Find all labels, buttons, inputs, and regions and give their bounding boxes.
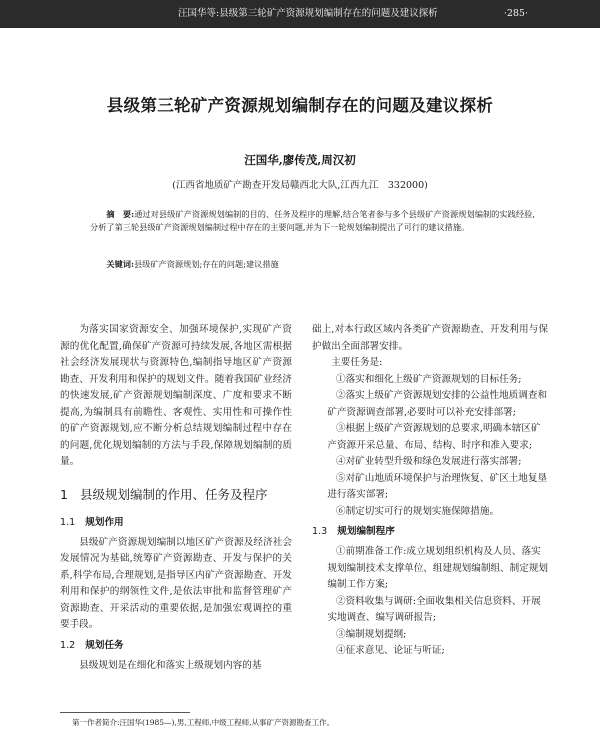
running-header-title: 汪国华等:县级第三轮矿产资源规划编制存在的问题及建议探析 [178, 8, 438, 19]
subsection-1-1-title: 规划作用 [85, 516, 124, 528]
procedure-item: ①前期准备工作:成立规划组织机构及人员、落实规划编制技术支撑单位、组建规划编制组、制定规划编制工作方案; [327, 546, 549, 590]
page-number: ·285· [503, 8, 528, 19]
task-item: ②落实上级矿产资源规划安排的公益性地质调查和矿产资源调查部署,必要时可以补充安排部署; [327, 390, 548, 418]
subsection-1-2-title: 规划任务 [85, 639, 124, 651]
tasks-intro: 主要任务是: [331, 357, 383, 368]
task-item: ①落实和细化上级矿产资源规划的目标任务; [335, 373, 522, 385]
right-column [312, 322, 548, 660]
left-column [60, 322, 292, 674]
paper-title: 县级第三轮矿产资源规划编制存在的问题及建议探析 [106, 96, 494, 115]
subsection-1-1-heading [60, 515, 292, 531]
affiliation: (江西省地质矿产勘查开发局赣西北大队,江西九江 332000) [172, 180, 428, 191]
subsection-1-3-number: 1.3 [312, 526, 328, 537]
subsection-1-2-number: 1.2 [60, 639, 76, 651]
keywords [90, 258, 535, 271]
continued-paragraph: 础上,对本行政区域内各类矿产资源勘查、开发利用与保护做出全面部署安排。 [312, 324, 548, 352]
abstract [90, 208, 535, 234]
subsection-1-3-title: 规划编制程序 [337, 526, 395, 537]
section-1-title: 县级规划编制的作用、任务及程序 [79, 486, 268, 502]
subsection-1-1-number: 1.1 [60, 516, 76, 528]
intro-paragraph: 为落实国家资源安全、加强环境保护,实现矿产资源的优化配置,确保矿产资源可持续发展,各地区需根据社会经济发展现状与资源特色,编制指导地区矿产资源勘查、开发利用和保护的规划文件。随着我国矿业经济的快速发展,矿产资源规划编制深度、广度和要求不断提高,为编制具有前瞻性、客观性、实用性和可操作性的矿产资源规划,应不断分析总结规划编制过程中存在的问题,优化规划编制的方法与手段,保障规划编制的质量。 [60, 324, 292, 467]
task-item: ⑥制定切实可行的规划实施保障措施。 [335, 505, 500, 517]
task-item: ③根据上级矿产资源规划的总要求,明确本辖区矿产资源开采总量、布局、结构、时序和准入要求; [327, 423, 541, 451]
task-item: ④对矿业转型升级和绿色发展进行落实部署; [335, 456, 522, 467]
abstract-text: 通过对县级矿产资源规划编制的目的、任务及程序的理解,结合笔者参与多个县级矿产资源规划编制的实践经验,分析了第三轮县级矿产资源规划编制过程中存在的主要问题,并为下一轮规划编制提出了可行的建议措施。 [90, 209, 535, 232]
procedure-item: ③编制规划提纲; [335, 628, 407, 640]
section-1-number: 1 [60, 486, 68, 502]
keywords-label: 关键词: [106, 259, 134, 269]
authors: 汪国华,廖传茂,周汉初 [244, 153, 356, 167]
task-item: ⑤对矿山地质环境保护与治理恢复、矿区土地复垦进行落实部署; [327, 472, 548, 500]
running-header [0, 0, 600, 28]
subsection-1-3-heading [312, 524, 548, 540]
keywords-text: 县级矿产资源规划;存在的问题;建议措施 [133, 259, 279, 269]
subsection-1-2-heading [60, 638, 292, 654]
section-1-heading [60, 485, 292, 503]
abstract-label: 摘 要: [106, 209, 135, 219]
footnote: 第一作者简介:汪国华(1985—),男,工程师,中级工程师,从事矿产资源勘查工作。 [72, 718, 335, 727]
footnote-divider [60, 712, 190, 713]
subsection-1-2-paragraph: 县级规划是在细化和落实上级规划内容的基 [79, 659, 262, 671]
subsection-1-1-paragraph: 县级矿产资源规划编制以地区矿产资源及经济社会发展情况为基础,统筹矿产资源勘查、开发与保护的关系,科学布局,合理规划,是指导区内矿产资源勘查、开发利用和保护的纲领性文件,是依法审批和监督管理矿产资源勘查、开采活动的重要依据,是加强宏观调控的重要手段。 [60, 536, 292, 630]
procedure-item: ④征求意见、论证与听证; [335, 645, 445, 656]
procedure-item: ②资料收集与调研:全面收集相关信息资料、开展实地调查、编写调研报告; [327, 595, 541, 623]
